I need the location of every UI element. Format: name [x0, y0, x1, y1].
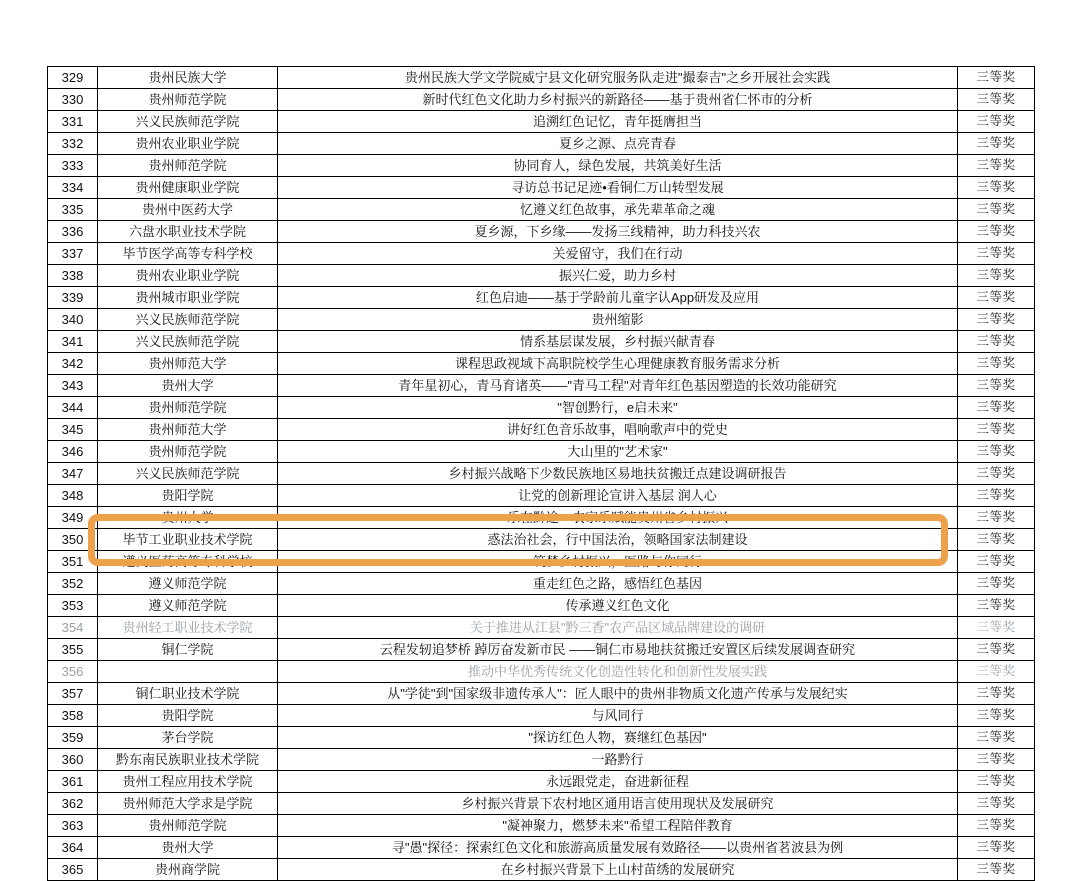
row-organization: 茅台学院	[98, 727, 278, 749]
row-number: 336	[48, 221, 98, 243]
row-organization: 毕节医学高等专科学校	[98, 243, 278, 265]
row-number: 358	[48, 705, 98, 727]
row-number: 359	[48, 727, 98, 749]
table-row	[48, 133, 1035, 155]
row-number: 357	[48, 683, 98, 705]
row-award: 三等奖	[958, 375, 1035, 397]
table-row	[48, 199, 1035, 221]
row-title: "凝神聚力，燃梦未来"希望工程陪伴教育	[278, 815, 958, 837]
row-award: 三等奖	[958, 67, 1035, 89]
table-row	[48, 155, 1035, 177]
row-organization: 遵义师范学院	[98, 595, 278, 617]
row-award: 三等奖	[958, 177, 1035, 199]
row-organization: 六盘水职业技术学院	[98, 221, 278, 243]
row-number: 335	[48, 199, 98, 221]
row-organization: 贵州工程应用技术学院	[98, 771, 278, 793]
table-row	[48, 573, 1035, 595]
row-title: 追溯红色记忆，青年挺膺担当	[278, 111, 958, 133]
table-row	[48, 595, 1035, 617]
table-row	[48, 639, 1035, 661]
table-row	[48, 859, 1035, 881]
table-row	[48, 331, 1035, 353]
row-organization: 贵州商学院	[98, 859, 278, 881]
row-number: 350	[48, 529, 98, 551]
row-organization: 铜仁学院	[98, 639, 278, 661]
table-row	[48, 485, 1035, 507]
row-title: 一路黔行	[278, 749, 958, 771]
row-award: 三等奖	[958, 243, 1035, 265]
row-award: 三等奖	[958, 155, 1035, 177]
row-title: 与风同行	[278, 705, 958, 727]
row-title: 协同育人，绿色发展，共筑美好生活	[278, 155, 958, 177]
row-award: 三等奖	[958, 265, 1035, 287]
row-title: 课程思政视域下高职院校学生心理健康教育服务需求分析	[278, 353, 958, 375]
row-number: 362	[48, 793, 98, 815]
table-row	[48, 67, 1035, 89]
row-award: 三等奖	[958, 463, 1035, 485]
row-number: 337	[48, 243, 98, 265]
table-row	[48, 683, 1035, 705]
row-number: 351	[48, 551, 98, 573]
table-row	[48, 617, 1035, 639]
row-award: 三等奖	[958, 287, 1035, 309]
table-row	[48, 177, 1035, 199]
row-number: 361	[48, 771, 98, 793]
row-title: 寻"愚"探径：探索红色文化和旅游高质量发展有效路径——以贵州省茗波县为例	[278, 837, 958, 859]
table-row	[48, 463, 1035, 485]
row-organization: 贵州师范学院	[98, 815, 278, 837]
row-number: 354	[48, 617, 98, 639]
row-organization: 贵州师范大学求是学院	[98, 793, 278, 815]
row-title: 云程发轫追梦桥 踔厉奋发新市民 ——铜仁市易地扶贫搬迁安置区后续发展调查研究	[278, 639, 958, 661]
row-number: 341	[48, 331, 98, 353]
table-row	[48, 771, 1035, 793]
row-organization	[98, 661, 278, 683]
row-title: 乡村振兴战略下少数民族地区易地扶贫搬迁点建设调研报告	[278, 463, 958, 485]
row-number: 355	[48, 639, 98, 661]
row-title: 夏乡之源、点亮青春	[278, 133, 958, 155]
row-title: 贵州缩影	[278, 309, 958, 331]
row-award: 三等奖	[958, 771, 1035, 793]
row-number: 332	[48, 133, 98, 155]
row-title: 新时代红色文化助力乡村振兴的新路径——基于贵州省仁怀市的分析	[278, 89, 958, 111]
row-title: 贵州民族大学文学院威宁县文化研究服务队走进"撮泰吉"之乡开展社会实践	[278, 67, 958, 89]
row-title: 永远跟党走，奋进新征程	[278, 771, 958, 793]
row-title: 筑梦乡村振兴，医路与你同行	[278, 551, 958, 573]
row-organization: 兴义民族师范学院	[98, 111, 278, 133]
row-award: 三等奖	[958, 749, 1035, 771]
row-title: 重走红色之路，感悟红色基因	[278, 573, 958, 595]
table-row	[48, 793, 1035, 815]
row-organization: 贵州师范学院	[98, 155, 278, 177]
row-award: 三等奖	[958, 617, 1035, 639]
row-number: 346	[48, 441, 98, 463]
row-award: 三等奖	[958, 111, 1035, 133]
row-title: 从"学徒"到"国家级非遗传承人"：匠人眼中的贵州非物质文化遗产传承与发展纪实	[278, 683, 958, 705]
row-organization: 贵州大学	[98, 507, 278, 529]
row-number: 339	[48, 287, 98, 309]
row-award: 三等奖	[958, 683, 1035, 705]
row-number: 356	[48, 661, 98, 683]
table-row	[48, 309, 1035, 331]
row-organization: 贵州师范大学	[98, 419, 278, 441]
table-row	[48, 353, 1035, 375]
row-title: "智创黔行，e启未来"	[278, 397, 958, 419]
row-number: 365	[48, 859, 98, 881]
row-award: 三等奖	[958, 89, 1035, 111]
row-award: 三等奖	[958, 397, 1035, 419]
row-organization: 贵州师范学院	[98, 441, 278, 463]
row-award: 三等奖	[958, 331, 1035, 353]
table-row	[48, 441, 1035, 463]
row-organization: 贵州大学	[98, 375, 278, 397]
row-award: 三等奖	[958, 419, 1035, 441]
row-award: 三等奖	[958, 353, 1035, 375]
row-organization: 贵州城市职业学院	[98, 287, 278, 309]
row-organization: 贵州民族大学	[98, 67, 278, 89]
table-row	[48, 529, 1035, 551]
row-title: 关爱留守，我们在行动	[278, 243, 958, 265]
row-award: 三等奖	[958, 727, 1035, 749]
row-title: 乐在黔途一农家乐赋能贵州省乡村振兴	[278, 507, 958, 529]
table-row	[48, 661, 1035, 683]
row-award: 三等奖	[958, 661, 1035, 683]
row-title: 关于推进从江县"黔三香"农产品区域品牌建设的调研	[278, 617, 958, 639]
table-row	[48, 397, 1035, 419]
row-organization: 兴义民族师范学院	[98, 309, 278, 331]
row-organization: 遵义医药高等专科学校	[98, 551, 278, 573]
row-award: 三等奖	[958, 595, 1035, 617]
row-number: 349	[48, 507, 98, 529]
award-table-body	[48, 67, 1035, 881]
row-organization: 遵义师范学院	[98, 573, 278, 595]
row-number: 342	[48, 353, 98, 375]
row-organization: 贵州师范大学	[98, 353, 278, 375]
row-title: 夏乡源，下乡缘——发扬三线精神，助力科技兴农	[278, 221, 958, 243]
row-organization: 贵州健康职业学院	[98, 177, 278, 199]
row-number: 338	[48, 265, 98, 287]
row-organization: 贵州农业职业学院	[98, 265, 278, 287]
row-number: 343	[48, 375, 98, 397]
row-organization: 铜仁职业技术学院	[98, 683, 278, 705]
award-table	[47, 66, 1035, 881]
row-award: 三等奖	[958, 859, 1035, 881]
row-award: 三等奖	[958, 441, 1035, 463]
table-row	[48, 375, 1035, 397]
table-row	[48, 705, 1035, 727]
table-row	[48, 221, 1035, 243]
row-award: 三等奖	[958, 815, 1035, 837]
row-title: 红色启迪——基于学龄前儿童字认App研发及应用	[278, 287, 958, 309]
row-number: 333	[48, 155, 98, 177]
row-award: 三等奖	[958, 199, 1035, 221]
row-number: 331	[48, 111, 98, 133]
row-number: 364	[48, 837, 98, 859]
row-number: 347	[48, 463, 98, 485]
row-number: 330	[48, 89, 98, 111]
row-number: 363	[48, 815, 98, 837]
row-title: 青年星初心，青马育诸英——"青马工程"对青年红色基因塑造的长效功能研究	[278, 375, 958, 397]
row-organization: 贵州师范学院	[98, 89, 278, 111]
table-row	[48, 815, 1035, 837]
row-organization: 贵州大学	[98, 837, 278, 859]
row-award: 三等奖	[958, 485, 1035, 507]
row-title: 寻访总书记足迹•看铜仁万山转型发展	[278, 177, 958, 199]
row-award: 三等奖	[958, 133, 1035, 155]
row-organization: 黔东南民族职业技术学院	[98, 749, 278, 771]
row-number: 360	[48, 749, 98, 771]
row-organization: 贵州师范学院	[98, 397, 278, 419]
row-title: 在乡村振兴背景下上山村苗绣的发展研究	[278, 859, 958, 881]
row-number: 353	[48, 595, 98, 617]
row-award: 三等奖	[958, 837, 1035, 859]
row-number: 329	[48, 67, 98, 89]
row-organization: 贵阳学院	[98, 485, 278, 507]
table-row	[48, 837, 1035, 859]
row-award: 三等奖	[958, 793, 1035, 815]
row-number: 352	[48, 573, 98, 595]
table-row	[48, 507, 1035, 529]
row-title: 惑法治社会，行中国法治，领略国家法制建设	[278, 529, 958, 551]
table-row	[48, 111, 1035, 133]
row-number: 344	[48, 397, 98, 419]
award-table-container	[47, 66, 1034, 881]
row-award: 三等奖	[958, 705, 1035, 727]
table-row	[48, 551, 1035, 573]
row-organization: 兴义民族师范学院	[98, 331, 278, 353]
row-award: 三等奖	[958, 529, 1035, 551]
table-row	[48, 265, 1035, 287]
row-number: 348	[48, 485, 98, 507]
table-row	[48, 727, 1035, 749]
row-title: 讲好红色音乐故事，唱响歌声中的党史	[278, 419, 958, 441]
row-award: 三等奖	[958, 573, 1035, 595]
row-organization: 贵州中医药大学	[98, 199, 278, 221]
table-row	[48, 89, 1035, 111]
row-award: 三等奖	[958, 309, 1035, 331]
row-title: 乡村振兴背景下农村地区通用语言使用现状及发展研究	[278, 793, 958, 815]
row-title: 忆遵义红色故事，承先辈革命之魂	[278, 199, 958, 221]
row-award: 三等奖	[958, 551, 1035, 573]
row-title: 推动中华优秀传统文化创造性转化和创新性发展实践	[278, 661, 958, 683]
row-organization: 贵州轻工职业技术学院	[98, 617, 278, 639]
row-title: 让党的创新理论宣讲入基层 润人心	[278, 485, 958, 507]
table-row	[48, 287, 1035, 309]
row-number: 340	[48, 309, 98, 331]
row-award: 三等奖	[958, 507, 1035, 529]
row-title: 传承遵义红色文化	[278, 595, 958, 617]
row-title: 情系基层谋发展，乡村振兴献青春	[278, 331, 958, 353]
row-organization: 贵阳学院	[98, 705, 278, 727]
row-organization: 毕节工业职业技术学院	[98, 529, 278, 551]
row-title: "探访红色人物，赛继红色基因"	[278, 727, 958, 749]
row-organization: 贵州农业职业学院	[98, 133, 278, 155]
row-award: 三等奖	[958, 639, 1035, 661]
table-row	[48, 243, 1035, 265]
row-number: 334	[48, 177, 98, 199]
row-organization: 兴义民族师范学院	[98, 463, 278, 485]
table-row	[48, 419, 1035, 441]
row-number: 345	[48, 419, 98, 441]
table-row	[48, 749, 1035, 771]
row-title: 振兴仁爱，助力乡村	[278, 265, 958, 287]
row-award: 三等奖	[958, 221, 1035, 243]
row-title: 大山里的"艺术家"	[278, 441, 958, 463]
